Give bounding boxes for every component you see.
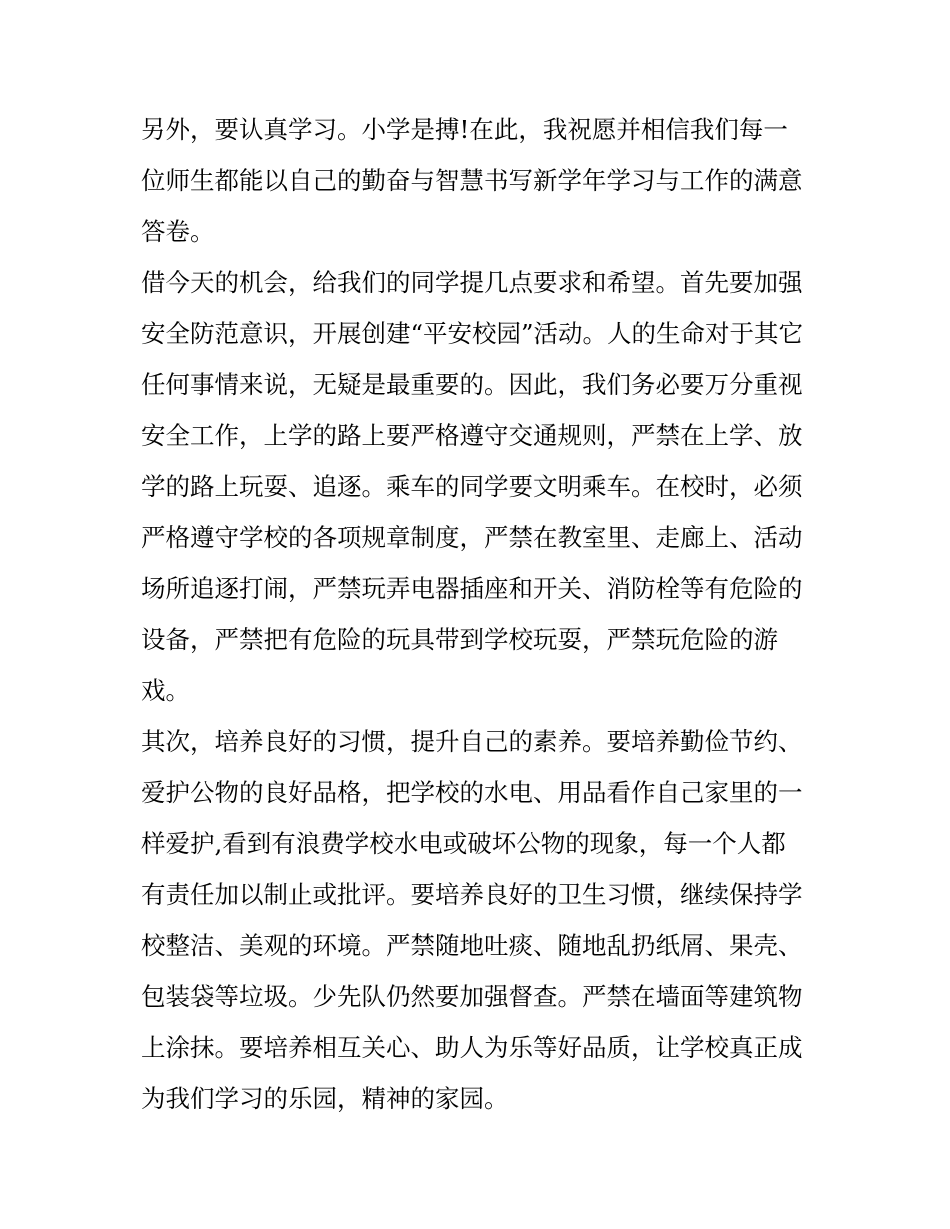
paragraph-safety <box>141 257 813 716</box>
text-line: 校整洁、美观的环境。严禁随地吐痰、随地乱扔纸屑、果壳、 <box>141 931 803 960</box>
paragraph-habits <box>141 716 813 1124</box>
text-line: 样爱护,看到有浪费学校水电或破坏公物的现象，每一个人都 <box>141 829 786 858</box>
text-line: 位师生都能以自己的勤奋与智慧书写新学年学习与工作的满意 <box>141 166 803 195</box>
text-line: 安全工作，上学的路上要严格遵守交通规则，严禁在上学、放 <box>141 421 803 450</box>
text-line: 为我们学习的乐园，精神的家园。 <box>141 1084 509 1113</box>
text-line: 戏。 <box>141 676 190 705</box>
text-line: 其次，培养良好的习惯，提升自己的素养。要培养勤俭节约、 <box>141 727 803 756</box>
text-line: 有责任加以制止或批评。要培养良好的卫生习惯，继续保持学 <box>141 880 803 909</box>
text-line: 安全防范意识，开展创建“平安校园”活动。人的生命对于其它 <box>141 319 804 348</box>
text-line: 爱护公物的良好品格，把学校的水电、用品看作自己家里的一 <box>141 778 803 807</box>
document-body <box>141 104 813 1124</box>
text-line: 答卷。 <box>141 217 215 246</box>
text-line: 场所追逐打闹，严禁玩弄电器插座和开关、消防栓等有危险的 <box>141 574 803 603</box>
text-line: 严格遵守学校的各项规章制度，严禁在教室里、走廊上、活动 <box>141 523 803 552</box>
paragraph-study <box>141 104 813 257</box>
text-line: 设备，严禁把有危险的玩具带到学校玩耍，严禁玩危险的游 <box>141 625 778 654</box>
text-line: 任何事情来说，无疑是最重要的。因此，我们务必要万分重视 <box>141 370 803 399</box>
text-line: 另外，要认真学习。小学是搏!在此，我祝愿并相信我们每一 <box>141 115 788 144</box>
text-line: 学的路上玩耍、追逐。乘车的同学要文明乘车。在校时，必须 <box>141 472 803 501</box>
text-line: 上涂抹。要培养相互关心、助人为乐等好品质，让学校真正成 <box>141 1033 803 1062</box>
text-line: 借今天的机会，给我们的同学提几点要求和希望。首先要加强 <box>141 268 803 297</box>
text-line: 包装袋等垃圾。少先队仍然要加强督查。严禁在墙面等建筑物 <box>141 982 803 1011</box>
